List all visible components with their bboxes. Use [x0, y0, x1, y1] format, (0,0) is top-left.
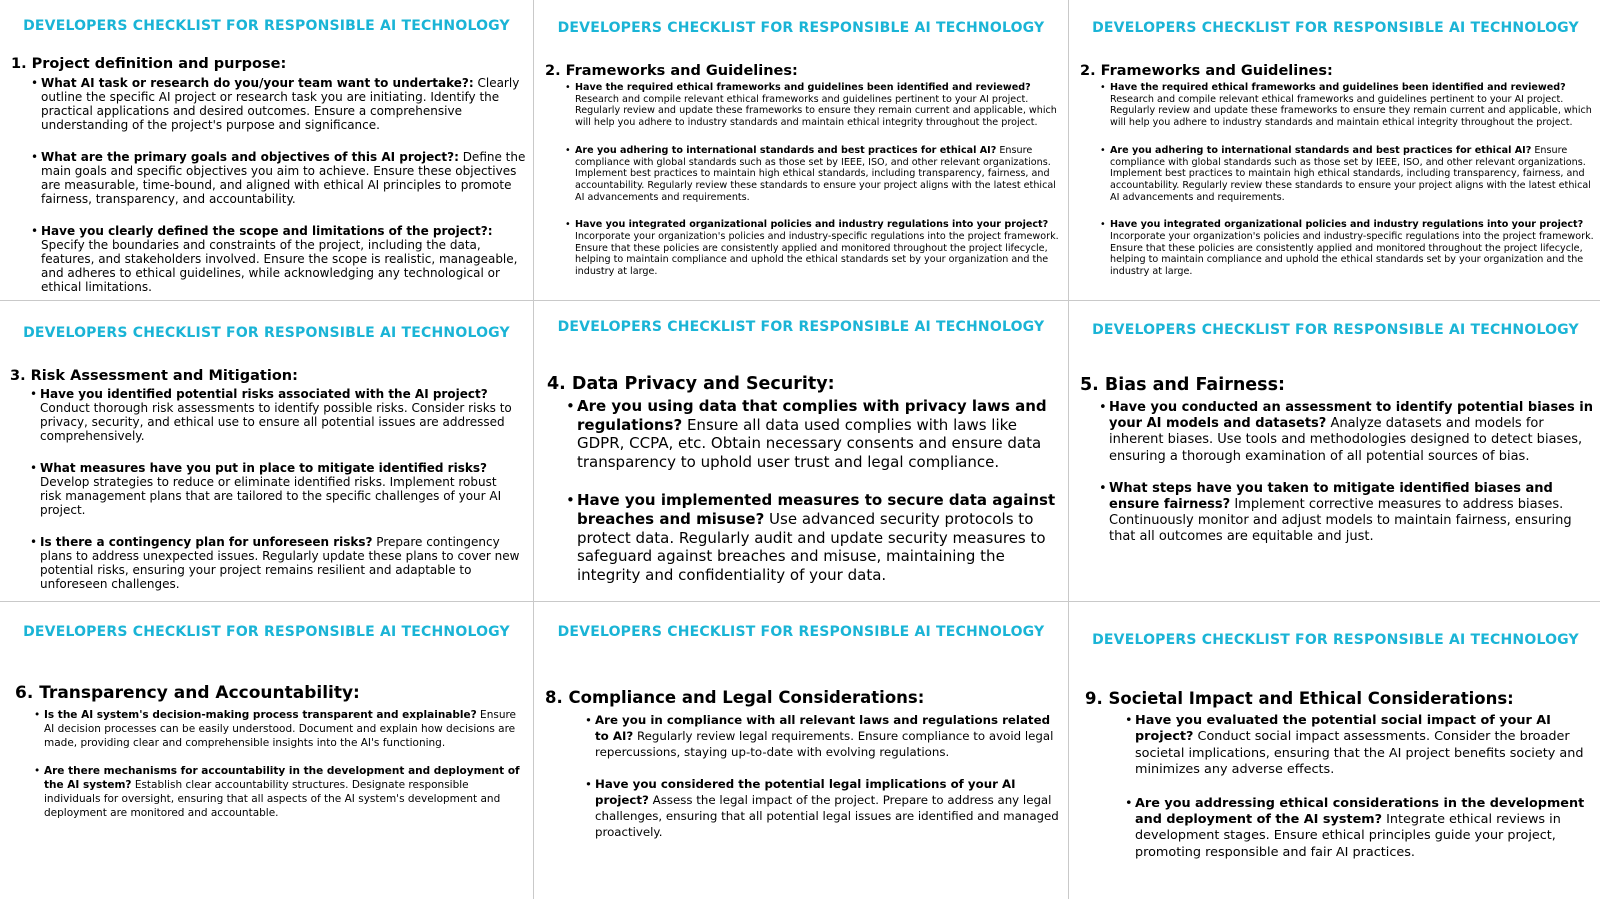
checklist [566, 397, 1062, 601]
question: Have you integrated organizational policies and industry regulations into your project? [575, 219, 1049, 231]
checklist [1125, 713, 1597, 878]
list-item [565, 82, 1061, 129]
list-item [30, 387, 520, 443]
slide-title: DEVELOPERS CHECKLIST FOR RESPONSIBLE AI TECHNOLOGY [1092, 322, 1579, 338]
list-item [30, 535, 520, 591]
list-item [585, 777, 1063, 840]
list-item [1099, 400, 1595, 465]
section-heading: 1. Project definition and purpose: [11, 56, 287, 72]
list-item [1099, 481, 1595, 546]
list-item [31, 224, 531, 294]
answer: Specify the boundaries and constraints of the project, including the data, features, and stakeholders involved. Ensure the scope is realistic, manageable, and adheres to ethical guidelines, while acknowledging any technological or ethical limitations. [41, 238, 518, 294]
checklist [30, 387, 520, 601]
question: What AI task or research do you/your team want to undertake?: [41, 76, 474, 90]
section-heading: 8. Compliance and Legal Considerations: [545, 688, 925, 707]
slide-title: DEVELOPERS CHECKLIST FOR RESPONSIBLE AI TECHNOLOGY [23, 325, 510, 341]
answer: Use advanced security protocols to protect data. Regularly audit and update security measures to safeguard against breaches and misuse, maintaining the integrity and confidentiality of your data. [577, 509, 1046, 584]
slide-4 [0, 301, 533, 601]
question: Are you using data that complies with privacy laws and regulations? [577, 397, 1047, 434]
question: Are you in compliance with all relevant laws and regulations related to AI? [595, 713, 1051, 743]
slide-8 [534, 602, 1068, 901]
list-item [566, 397, 1062, 471]
slide-title: DEVELOPERS CHECKLIST FOR RESPONSIBLE AI TECHNOLOGY [557, 624, 1045, 640]
list-item [1100, 219, 1596, 278]
question: Have you implemented measures to secure data against breaches and misuse? [577, 491, 1056, 528]
slide-title: DEVELOPERS CHECKLIST FOR RESPONSIBLE AI TECHNOLOGY [557, 20, 1045, 36]
slide-7 [0, 602, 533, 901]
answer: Prepare contingency plans to address unexpected issues. Regularly update these plans to cover new potential risks, ensuring your project remains resilient and adaptable to unforeseen challenges. [40, 535, 520, 591]
list-item [565, 219, 1061, 278]
answer: Ensure all data used complies with laws like GDPR, CCPA, etc. Obtain necessary consents and ensure data transparency to uphold user trust and legal compliance. [577, 415, 1042, 471]
answer: Research and compile relevant ethical frameworks and guidelines pertinent to your AI project. Regularly review and update these frameworks to ensure they remain current and applicable, which will help you adhere to industry standards and maintain ethical integrity throughout the project. [1110, 93, 1592, 129]
list-item [1125, 713, 1597, 779]
question: What measures have you put in place to mitigate identified risks? [40, 461, 487, 475]
answer: Assess the legal impact of the project. Prepare to address any legal challenges, ensuring that all potential legal issues are identified and managed proactively. [595, 793, 1059, 839]
question: What are the primary goals and objectives of this AI project?: [41, 150, 459, 164]
section-heading: 6. Transparency and Accountability: [15, 683, 360, 703]
checklist [565, 82, 1061, 294]
list-item [566, 491, 1062, 584]
list-item [565, 145, 1061, 204]
section-heading: 4. Data Privacy and Security: [547, 374, 835, 394]
question: Have you evaluated the potential social impact of your AI project? [1135, 713, 1551, 745]
question: Have you identified potential risks associated with the AI project? [40, 387, 488, 401]
section-heading: 9. Societal Impact and Ethical Considerations: [1085, 689, 1514, 708]
question: Are you adhering to international standards and best practices for ethical AI? [1110, 144, 1532, 156]
slide-title: DEVELOPERS CHECKLIST FOR RESPONSIBLE AI TECHNOLOGY [1092, 20, 1579, 36]
answer: Analyze datasets and models for inherent biases. Use tools and methodologies designed to detect biases, ensuring a thorough examination of all potential sources of bias. [1109, 416, 1583, 464]
list-item [34, 708, 522, 750]
list-item [34, 764, 522, 820]
question: Are you adhering to international standards and best practices for ethical AI? [575, 144, 997, 156]
answer: Research and compile relevant ethical frameworks and guidelines pertinent to your AI project. Regularly review and update these frameworks to ensure they remain current and applicable, which will help you adhere to industry standards and maintain ethical integrity throughout the project. [575, 93, 1057, 129]
list-item [31, 150, 531, 206]
slide-1 [0, 0, 533, 300]
slide-title: DEVELOPERS CHECKLIST FOR RESPONSIBLE AI TECHNOLOGY [1092, 632, 1579, 648]
section-heading: 3. Risk Assessment and Mitigation: [10, 368, 298, 384]
checklist [31, 76, 531, 300]
question: Is the AI system's decision-making process transparent and explainable? [44, 709, 477, 721]
answer: Incorporate your organization's policies and industry-specific regulations into the project framework. Ensure that these policies are consistently applied and monitored throughout the project lifecycle, helping to maintain compliance and uphold the ethical standards set by your organization and the industry at large. [1110, 231, 1594, 278]
answer: Integrate ethical reviews in development stages. Ensure ethical principles guide your project, promoting responsible and fair AI practices. [1135, 812, 1561, 860]
slide-title: DEVELOPERS CHECKLIST FOR RESPONSIBLE AI TECHNOLOGY [23, 18, 510, 34]
question: Have you integrated organizational policies and industry regulations into your project? [1110, 219, 1584, 231]
slide-5 [534, 301, 1068, 601]
question: Have the required ethical frameworks and guidelines been identified and reviewed? [575, 82, 1031, 93]
answer: Ensure compliance with global standards such as those set by IEEE, ISO, and other relevant organizations. Implement best practices to maintain high ethical standards, including transparency, fairness, and accountability. Regularly review these standards to ensure your project aligns with the latest ethical AI advancements and requirements. [575, 144, 1056, 203]
section-heading: 2. Frameworks and Guidelines: [545, 63, 798, 79]
slide-title: DEVELOPERS CHECKLIST FOR RESPONSIBLE AI TECHNOLOGY [23, 624, 510, 640]
slide-title: DEVELOPERS CHECKLIST FOR RESPONSIBLE AI TECHNOLOGY [557, 319, 1045, 335]
slide-2 [534, 0, 1068, 300]
answer: Incorporate your organization's policies and industry-specific regulations into the project framework. Ensure that these policies are consistently applied and monitored throughout the project lifecycle, helping to maintain compliance and uphold the ethical standards set by your organization and the industry at large. [575, 231, 1059, 278]
answer: Implement corrective measures to address biases. Continuously monitor and adjust models to maintain fairness, ensuring that all outcomes are equitable and just. [1109, 497, 1572, 545]
answer: Establish clear accountability structures. Designate responsible individuals for oversight, ensuring that all aspects of the AI system's development and deployment are monitored and accountable. [44, 779, 501, 819]
checklist [1100, 82, 1596, 294]
answer: Ensure compliance with global standards such as those set by IEEE, ISO, and other relevant organizations. Implement best practices to maintain high ethical standards, including transparency, fairness, and accountability. Regularly review these standards to ensure your project aligns with the latest ethical AI advancements and requirements. [1110, 144, 1591, 203]
list-item [1100, 82, 1596, 129]
checklist [34, 708, 522, 834]
list-item [1125, 796, 1597, 862]
question: Are there mechanisms for accountability in the development and deployment of the AI system? [44, 765, 520, 791]
checklist [585, 713, 1063, 858]
list-item [31, 76, 531, 132]
question: Have you conducted an assessment to identify potential biases in your AI models and datasets? [1109, 400, 1593, 432]
list-item [585, 713, 1063, 760]
answer: Conduct social impact assessments. Consider the broader societal implications, ensuring that the AI project benefits society and minimizes any adverse effects. [1135, 729, 1584, 778]
list-item [30, 461, 520, 517]
answer: Clearly outline the specific AI project or research task you are initiating. Identify the practical applications and desired outcomes. Ensure a comprehensive understanding of the project's purpose and significance. [41, 76, 520, 132]
question: Are you addressing ethical considerations in the development and deployment of the AI system? [1135, 795, 1585, 828]
question: Is there a contingency plan for unforeseen risks? [40, 535, 373, 549]
question: What steps have you taken to mitigate identified biases and ensure fairness? [1109, 480, 1553, 513]
answer: Ensure AI decision processes can be easily understood. Document and explain how decisions are made, providing clear and comprehensible insights into the AI's functioning. [44, 709, 517, 749]
answer: Conduct thorough risk assessments to identify possible risks. Consider risks to privacy, security, and ethical use to ensure all potential issues are addressed comprehensively. [40, 401, 512, 443]
list-item [1100, 145, 1596, 204]
slide-9 [1069, 602, 1600, 901]
section-heading: 5. Bias and Fairness: [1080, 375, 1285, 395]
question: Have you clearly defined the scope and limitations of the project?: [41, 224, 493, 238]
section-heading: 2. Frameworks and Guidelines: [1080, 63, 1333, 79]
answer: Regularly review legal requirements. Ensure compliance to avoid legal repercussions, staying up-to-date with evolving regulations. [595, 728, 1054, 759]
answer: Define the main goals and specific objectives you aim to achieve. Ensure these objectives are measurable, time-bound, and aligned with ethical AI principles to promote fairness, transparency, and accountability. [41, 150, 526, 206]
question: Have you considered the potential legal implications of your AI project? [595, 777, 1016, 808]
checklist [1099, 400, 1595, 562]
question: Have the required ethical frameworks and guidelines been identified and reviewed? [1110, 82, 1566, 93]
answer: Develop strategies to reduce or eliminate identified risks. Implement robust risk management plans that are tailored to the specific challenges of your AI project. [40, 475, 502, 517]
slide-6 [1069, 301, 1600, 601]
slide-3 [1069, 0, 1600, 300]
